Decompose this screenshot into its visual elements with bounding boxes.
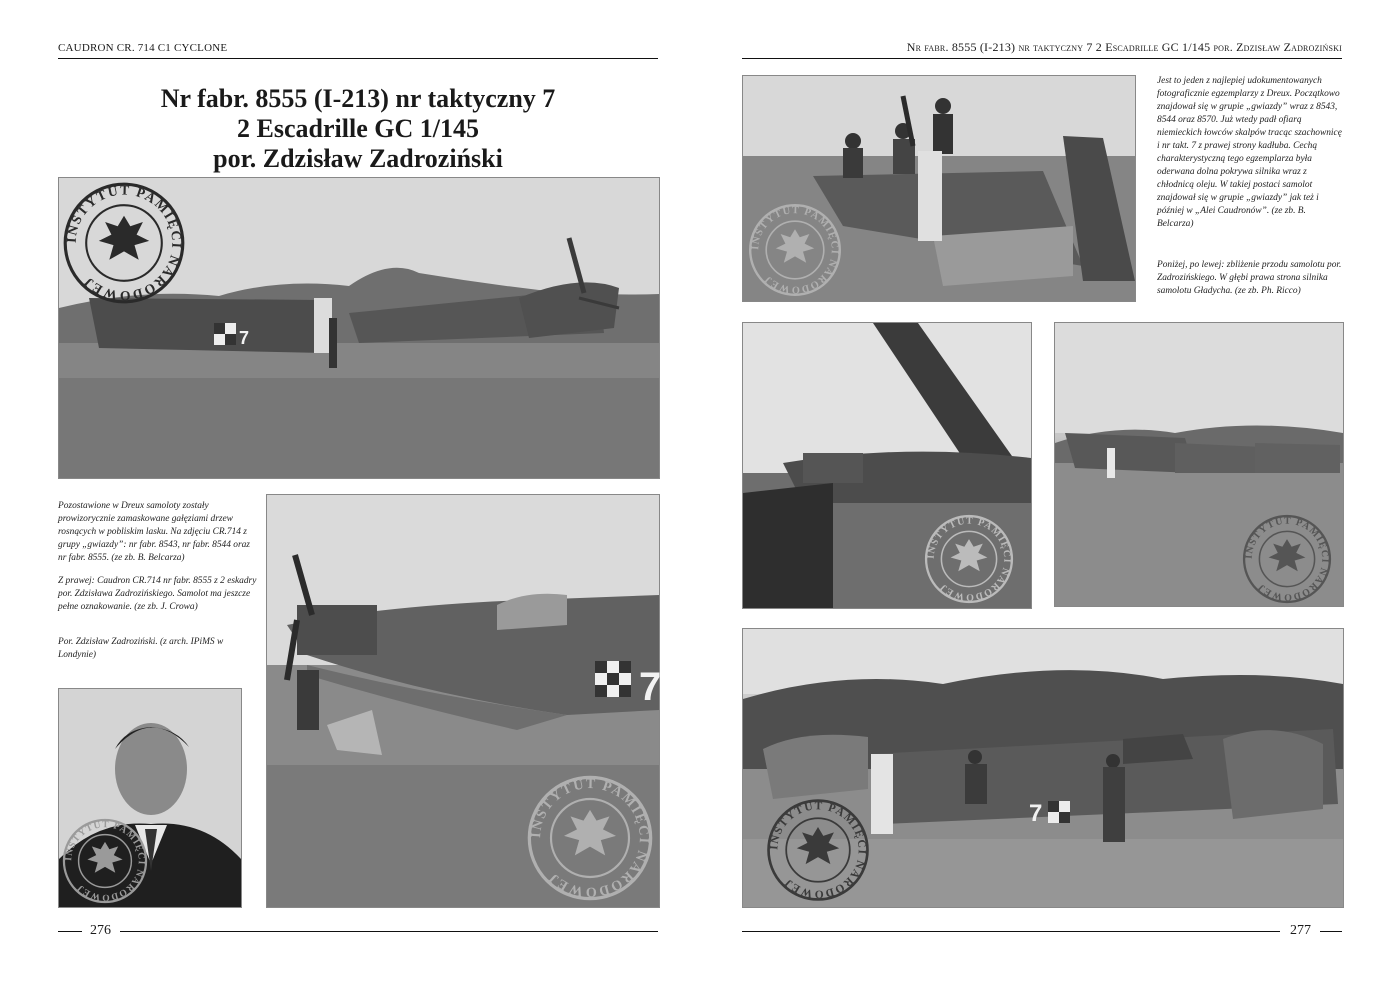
photo-caudron-8555 (266, 494, 660, 908)
photo-portrait (58, 688, 242, 908)
photo-aircraft-line (1054, 322, 1344, 607)
footer-rule-right (742, 931, 1280, 932)
page-title (58, 84, 658, 174)
caption-block-left (58, 500, 258, 672)
ipn-stamp-icon (61, 180, 187, 306)
tactical-number-photo3: 7 (1029, 800, 1043, 827)
title-line-3: por. Zdzisław Zadroziński (213, 144, 503, 173)
svg-text:INSTYTUT PAMIĘCI NARODOWEJ: INSTYTUT PAMIĘCI NARODOWEJ (528, 776, 653, 900)
caption-camouflage: Pozostawione w Dreux samoloty zostały prowizorycznie zamaskowane gałęziami drzew rosnących w pobliskim lasku. Na zdjęciu CR.714 z grupy „gwiazdy”: nr fabr. 8543, nr fabr. 8544 oraz nr fabr. 8555. (ze zb. B. Belcarza) (58, 501, 250, 563)
page-number-right: 277 (1290, 923, 1311, 938)
svg-text:INSTYTUT PAMIĘCI NARODOWEJ: INSTYTUT PAMIĘCI NARODOWEJ (925, 515, 1013, 603)
caption-close-up: Poniżej, po lewej: zbliżenie przodu samolotu por. Zadrozińskiego. W głębi prawa strona silnika samolotu Gładycha. (ze zb. Ph. Ricco) (1157, 260, 1342, 296)
running-head-left: CAUDRON CR. 714 C1 CYCLONE (58, 42, 228, 54)
header-rule-left (58, 58, 658, 59)
ipn-stamp-icon (525, 773, 655, 903)
tactical-number-photo2: 7 (639, 665, 662, 709)
svg-text:INSTYTUT PAMIĘCI NARODOWEJ: INSTYTUT PAMIĘCI NARODOWEJ (768, 800, 868, 900)
footer-rule-right-short (1320, 931, 1342, 932)
ipn-stamp-icon (747, 202, 843, 298)
photo-soldiers-aircraft (742, 628, 1344, 908)
running-head-right: Nr fabr. 8555 (I-213) nr taktyczny 7 2 Escadrille GC 1/145 por. Zdzisław Zadroziński (906, 40, 1342, 54)
ipn-stamp-icon (765, 797, 871, 903)
title-line-2: 2 Escadrille GC 1/145 (237, 114, 479, 143)
caption-block-right (1157, 75, 1343, 308)
photo-propeller-closeup (742, 322, 1032, 609)
title-line-1: Nr fabr. 8555 (I-213) nr taktyczny 7 (160, 84, 556, 113)
caption-portrait: Por. Zdzisław Zadroziński. (z arch. IPiMS w Londynie) (58, 637, 224, 660)
svg-text:INSTYTUT PAMIĘCI NARODOWEJ: INSTYTUT PAMIĘCI NARODOWEJ (750, 205, 840, 295)
caption-caudron-8555: Z prawej: Caudron CR.714 nr fabr. 8555 z 2 eskadry por. Zdzisława Zadrozińskiego. Samolot ma jeszcze pełne oznakowanie. (ze zb. J. Crowa) (58, 576, 257, 612)
footer-rule-left-short (58, 931, 82, 932)
ipn-stamp-icon (923, 513, 1015, 605)
photo-crew-on-wing (742, 75, 1136, 302)
photo-camouflaged-planes (58, 177, 660, 479)
caption-documented-example: Jest to jeden z najlepiej udokumentowanych fotograficznie egzemplarzy z Dreux. Początkowo znajdował się w grupie „gwiazdy” wraz z 8543, 8544 oraz 8570. Już wtedy padł ofiarą niemieckich łowców skalpów tracąc szachownicę i nr takt. 7 z prawej strony kadłuba. Cechą charakterystyczną tego egzemplarza była oderwana dolna pokrywa silnika wraz z chłodnicą oleju. W takiej postaci samolot znajdował się w grupie „gwiazdy” jak też i później w „Alei Caudronów”. (ze zb. B. Belcarza) (1157, 76, 1342, 229)
page-number-left: 276 (90, 923, 111, 938)
svg-text:INSTYTUT PAMIĘCI NARODOWEJ: INSTYTUT PAMIĘCI NARODOWEJ (64, 820, 146, 902)
svg-text:INSTYTUT PAMIĘCI NARODOWEJ: INSTYTUT PAMIĘCI NARODOWEJ (63, 182, 185, 304)
header-rule-right (742, 58, 1342, 59)
tactical-number-photo1: 7 (239, 328, 250, 348)
ipn-stamp-icon (1241, 513, 1333, 605)
svg-text:INSTYTUT PAMIĘCI NARODOWEJ: INSTYTUT PAMIĘCI NARODOWEJ (1243, 515, 1331, 603)
ipn-stamp-icon (61, 817, 149, 905)
footer-rule-left (120, 931, 658, 932)
